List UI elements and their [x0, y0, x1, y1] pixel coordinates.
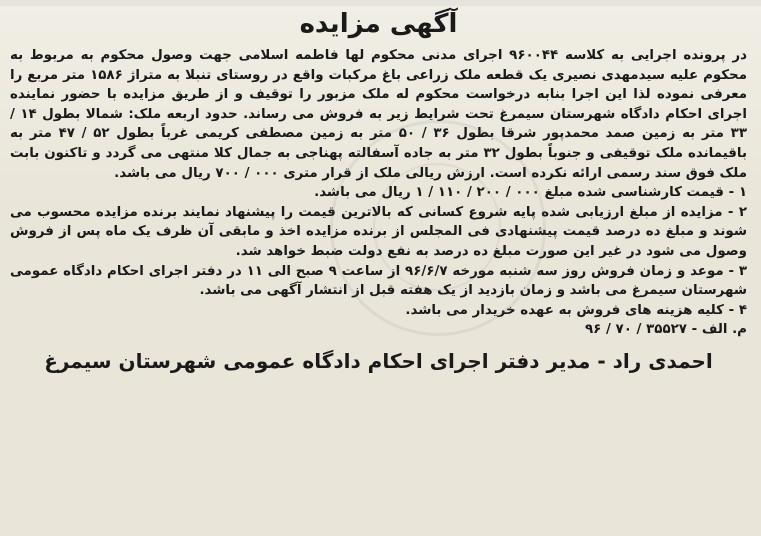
notice-item-2: ۲ - مزایده از مبلغ ارزیابی شده پایه شروع کسانی که بالاترین قیمت را پیشنهاد نمایند برنده مزایده محسوب می شوند و مبلغ ده درصد قیمت پیشنهادی فی المجلس از برنده مزایده اخذ و مابقی آن ظرف یک ماه پس از فروش وصول می شود در غیر این صورت مبلغ ده درصد به نفع دولت ضبط خواهد شد. — [10, 204, 747, 259]
notice-title: آگهی مزایده — [299, 9, 458, 39]
notice-item-3: ۳ - موعد و زمان فروش روز سه شنبه مورخه ۹۶/۶/۷ از ساعت ۹ صبح الی ۱۱ در دفتر اجرای احکام دادگاه عمومی شهرستان سیمرغ می باشد و زمان بازدید از یک هفته قبل از انتشار آگهی می باشد. — [10, 263, 747, 299]
notice-body — [10, 46, 747, 320]
notice-paragraph: در پرونده اجرایی به کلاسه ۹۶۰۰۴۴ اجرای مدنی محکوم لها فاطمه اسلامی جهت وصول محکوم به مربوط به محکوم علیه سیدمهدی نصیری یک قطعه ملک زراعی باغ مرکبات واقع در روستای تنبلا به متراژ ۱۵۸۶ متر مربع را معرفی نموده لذا این اجرا بنابه درخواست محکوم له ملک مزبور را توقیف و از طریق مزایده با حضور نماینده اجرای احکام دادگاه شهرستان سیمرغ تحت شرایط زیر به فروش می رساند. حدود اربعه ملک: شمالا بطول ۱۴ / ۳۳ متر به زمین صمد محمدپور شرقا بطول ۳۶ / ۵۰ متر به زمین مصطفی کریمی غرباً بطول ۵۲ / ۴۷ متر به باقیمانده ملک توقیفی و جنوباً بطول ۳۲ متر به جاده آسفالته پهناجی به جمال کلا منتهی می گردد و تاکنون بابت ملک فوق سند رسمی ارائه نکرده است. ارزش ریالی ملک از قرار متری ۰۰۰ / ۷۰۰ ریال می باشد. — [10, 48, 748, 181]
notice-reference: م. الف - ۳۵۵۲۷ / ۷۰ / ۹۶ — [584, 322, 747, 338]
notice-signature: احمدی راد - مدیر دفتر اجرای احکام دادگاه عمومی شهرستان سیمرغ — [44, 349, 713, 374]
top-strip — [0, 0, 761, 6]
notice-item-4: ۴ - کلیه هزینه های فروش به عهده خریدار می باشد. — [405, 302, 747, 318]
notice-item-1: ۱ - قیمت کارشناسی شده مبلغ ۰۰۰ / ۲۰۰ / ۱۱۰ / ۱ ریال می باشد. — [314, 185, 747, 201]
